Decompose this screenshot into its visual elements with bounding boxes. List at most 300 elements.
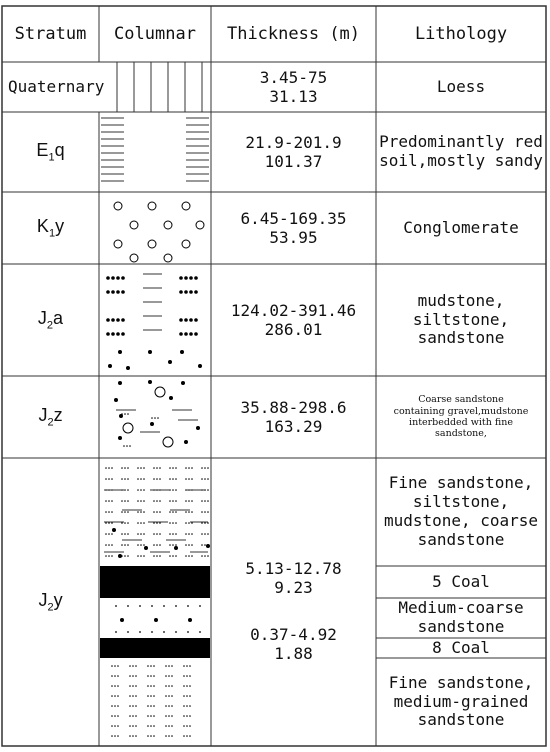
- fine-sand-dot: [186, 705, 188, 707]
- fine-sand-dot: [108, 533, 110, 535]
- fine-sand-dot: [132, 735, 134, 737]
- siltstone-dot: [189, 276, 193, 280]
- gravel-grain: [118, 436, 122, 440]
- fine-sand-dot: [111, 500, 113, 502]
- fine-sand-dot: [153, 511, 155, 513]
- fine-sand-dot: [172, 489, 174, 491]
- fine-sand-dot: [189, 675, 191, 677]
- siltstone-dot: [116, 318, 120, 322]
- fine-sand-dot: [165, 685, 167, 687]
- sandstone-grain: [148, 350, 152, 354]
- stratum-subscript: 2: [47, 601, 54, 614]
- siltstone-dot: [179, 318, 183, 322]
- lithology-j2a: mudstone, siltstone, sandstone: [412, 290, 510, 348]
- fine-sand-dot: [153, 715, 155, 717]
- fine-sand-dot: [111, 675, 113, 677]
- fine-sand-dot: [204, 544, 206, 546]
- fine-sand-dot: [114, 665, 116, 667]
- fine-sand-dot: [147, 695, 149, 697]
- fine-sand-dot: [189, 715, 191, 717]
- conglomerate-pebble: [130, 254, 138, 262]
- lithology-j2y-coal-5: 5 Coal: [432, 571, 490, 591]
- fine-sand-dot: [153, 665, 155, 667]
- fine-sand-dot: [135, 725, 137, 727]
- fine-sand-dot: [111, 695, 113, 697]
- siltstone-dot: [121, 276, 125, 280]
- stratum-subscript: 1: [48, 227, 56, 240]
- fine-sand-dot: [171, 705, 173, 707]
- fine-sand-dot: [172, 467, 174, 469]
- fine-sand-dot: [207, 511, 209, 513]
- coal-seam-8: [100, 638, 210, 658]
- fine-sand-dot: [168, 715, 170, 717]
- fine-sand-dot: [171, 715, 173, 717]
- fine-sand-dot: [185, 533, 187, 535]
- sandstone-grain: [118, 350, 122, 354]
- conglomerate-pebble: [114, 240, 122, 248]
- fine-sand-dot: [129, 705, 131, 707]
- fine-sand-dot: [137, 522, 139, 524]
- fine-sand-dot: [111, 715, 113, 717]
- fine-sand-dot: [150, 695, 152, 697]
- fine-sand-dot: [135, 665, 137, 667]
- fine-sand-dot: [171, 725, 173, 727]
- fine-sand-dot: [183, 695, 185, 697]
- fine-sand-dot: [124, 489, 126, 491]
- stratum-e1q: [2, 112, 99, 192]
- fine-sand-dot: [111, 725, 113, 727]
- fine-sand-dot: [111, 511, 113, 513]
- fine-sand-dot: [137, 500, 139, 502]
- fine-sand-dot: [150, 665, 152, 667]
- conglomerate-pebble: [164, 254, 172, 262]
- siltstone-dot: [194, 332, 198, 336]
- conglomerate-pebble: [130, 221, 138, 229]
- thickness-average: 286.01: [264, 320, 323, 339]
- fine-sand-dot: [183, 685, 185, 687]
- fine-sand-dot: [150, 675, 152, 677]
- fine-sand-dot: [185, 544, 187, 546]
- fine-sand-dot: [169, 478, 171, 480]
- fine-sand-dot: [191, 555, 193, 557]
- fine-sand-dot: [114, 685, 116, 687]
- fine-sand-dot: [204, 467, 206, 469]
- stratum-letter: J: [38, 589, 48, 610]
- thickness-average: 31.13: [269, 87, 318, 106]
- fine-sand-dot: [186, 725, 188, 727]
- fine-sand-dot: [150, 685, 152, 687]
- medium-sand-dot: [175, 605, 177, 607]
- fine-sand-dot: [175, 500, 177, 502]
- coarse-sand-grain: [206, 544, 210, 548]
- stratum-suffix: y: [55, 215, 65, 236]
- gravel-pebble: [163, 437, 173, 447]
- coarse-sand-grain: [118, 554, 122, 558]
- fine-sand-dot: [165, 705, 167, 707]
- sandstone-grain: [168, 360, 172, 364]
- siltstone-dot: [111, 332, 115, 336]
- fine-sand-dot: [165, 695, 167, 697]
- siltstone-dot: [111, 318, 115, 322]
- fine-sand-dot: [105, 533, 107, 535]
- fine-sand-dot: [175, 555, 177, 557]
- fine-sand-dot: [186, 665, 188, 667]
- fine-sand-dot: [156, 555, 158, 557]
- lithology-quaternary: Loess: [436, 76, 486, 96]
- medium-sand-dot: [187, 631, 189, 633]
- fine-sand-dot: [159, 555, 161, 557]
- fine-sand-dot: [117, 715, 119, 717]
- fine-sand-dot: [123, 445, 125, 447]
- fine-sand-dot: [129, 665, 131, 667]
- medium-sand-dot: [187, 605, 189, 607]
- fine-sand-dot: [135, 695, 137, 697]
- fine-sand-dot: [132, 715, 134, 717]
- fine-sand-dot: [124, 413, 126, 415]
- fine-sand-dot: [186, 735, 188, 737]
- fine-sand-dot: [168, 725, 170, 727]
- stratum-j2y: [2, 458, 99, 746]
- fine-sand-dot: [150, 735, 152, 737]
- fine-sand-dot: [147, 725, 149, 727]
- fine-sand-dot: [189, 685, 191, 687]
- fine-sand-dot: [175, 533, 177, 535]
- fine-sand-dot: [185, 500, 187, 502]
- fine-sand-dot: [129, 675, 131, 677]
- stratum-suffix: q: [54, 139, 65, 160]
- fine-sand-dot: [172, 500, 174, 502]
- fine-sand-dot: [147, 665, 149, 667]
- conglomerate-pebble: [196, 221, 204, 229]
- fine-sand-dot: [186, 715, 188, 717]
- fine-sand-dot: [127, 533, 129, 535]
- gravel-pebble: [155, 387, 165, 397]
- fine-sand-dot: [150, 725, 152, 727]
- fine-sand-dot: [147, 705, 149, 707]
- thickness-range: 0.37-4.92: [250, 624, 337, 644]
- fine-sand-dot: [165, 715, 167, 717]
- fine-sand-dot: [171, 675, 173, 677]
- fine-sand-dot: [183, 705, 185, 707]
- siltstone-dot: [121, 318, 125, 322]
- fine-sand-dot: [135, 675, 137, 677]
- conglomerate-pebble: [164, 221, 172, 229]
- siltstone-dot: [106, 332, 110, 336]
- fine-sand-dot: [140, 489, 142, 491]
- fine-sand-dot: [156, 478, 158, 480]
- fine-sand-dot: [153, 555, 155, 557]
- stratum-k1y: [2, 192, 99, 264]
- stratum-subscript: 2: [47, 416, 54, 429]
- fine-sand-dot: [111, 533, 113, 535]
- stratum-suffix: y: [53, 589, 63, 610]
- siltstone-dot: [111, 276, 115, 280]
- fine-sand-dot: [124, 511, 126, 513]
- fine-sand-dot: [124, 478, 126, 480]
- fine-sand-dot: [185, 478, 187, 480]
- fine-sand-dot: [171, 735, 173, 737]
- fine-sand-dot: [172, 478, 174, 480]
- fine-sand-dot: [165, 735, 167, 737]
- fine-sand-dot: [175, 522, 177, 524]
- thickness-quaternary: [211, 62, 376, 112]
- fine-sand-dot: [117, 735, 119, 737]
- fine-sand-dot: [204, 500, 206, 502]
- fine-sand-dot: [153, 478, 155, 480]
- fine-sand-dot: [111, 478, 113, 480]
- fine-sand-dot: [135, 705, 137, 707]
- fine-sand-dot: [188, 522, 190, 524]
- coarse-sand-grain: [174, 546, 178, 550]
- fine-sand-dot: [127, 478, 129, 480]
- fine-sand-dot: [191, 511, 193, 513]
- fine-sand-dot: [201, 478, 203, 480]
- fine-sand-dot: [207, 478, 209, 480]
- sandstone-grain: [198, 364, 202, 368]
- fine-sand-dot: [185, 555, 187, 557]
- siltstone-dot: [194, 276, 198, 280]
- siltstone-dot: [184, 318, 188, 322]
- fine-sand-dot: [186, 675, 188, 677]
- fine-sand-dot: [183, 735, 185, 737]
- fine-sand-dot: [165, 675, 167, 677]
- fine-sand-dot: [114, 715, 116, 717]
- conglomerate-pebble: [182, 202, 190, 210]
- fine-sand-dot: [172, 555, 174, 557]
- siltstone-dot: [194, 318, 198, 322]
- siltstone-dot: [194, 290, 198, 294]
- fine-sand-dot: [204, 533, 206, 535]
- fine-sand-dot: [159, 533, 161, 535]
- fine-sand-dot: [114, 725, 116, 727]
- fine-sand-dot: [105, 555, 107, 557]
- fine-sand-dot: [117, 665, 119, 667]
- fine-sand-dot: [156, 511, 158, 513]
- fine-sand-dot: [175, 511, 177, 513]
- medium-sand-dot: [151, 605, 153, 607]
- fine-sand-dot: [153, 705, 155, 707]
- fine-sand-dot: [140, 522, 142, 524]
- lithology-j2y-medium-coarse: Medium-coarse sandstone: [398, 598, 524, 636]
- fine-sand-dot: [105, 500, 107, 502]
- fine-sand-dot: [159, 511, 161, 513]
- fine-sand-dot: [207, 500, 209, 502]
- fine-sand-dot: [143, 544, 145, 546]
- fine-sand-dot: [111, 685, 113, 687]
- fine-sand-dot: [124, 522, 126, 524]
- siltstone-dot: [179, 290, 183, 294]
- gravel-grain: [114, 398, 118, 402]
- header-thickness: Thickness (m): [226, 23, 361, 44]
- thickness-average: 53.95: [269, 228, 318, 247]
- fine-sand-dot: [157, 417, 159, 419]
- medium-sand-dot: [163, 631, 165, 633]
- fine-sand-dot: [127, 555, 129, 557]
- fine-sand-dot: [132, 675, 134, 677]
- fine-sand-dot: [153, 725, 155, 727]
- medium-sand-dot: [175, 631, 177, 633]
- fine-sand-dot: [169, 533, 171, 535]
- fine-sand-dot: [127, 500, 129, 502]
- siltstone-dot: [116, 332, 120, 336]
- conglomerate-pebble: [148, 240, 156, 248]
- fine-sand-dot: [188, 500, 190, 502]
- fine-sand-dot: [135, 685, 137, 687]
- fine-sand-dot: [126, 445, 128, 447]
- stratum-letter: E: [36, 139, 49, 160]
- fine-sand-dot: [137, 555, 139, 557]
- thickness-range: 3.45-75: [259, 67, 328, 87]
- fine-sand-dot: [201, 555, 203, 557]
- fine-sand-dot: [105, 478, 107, 480]
- fine-sand-dot: [201, 544, 203, 546]
- fine-sand-dot: [185, 511, 187, 513]
- fine-sand-dot: [207, 489, 209, 491]
- lithology-k1y: Conglomerate: [403, 217, 519, 237]
- fine-sand-dot: [147, 715, 149, 717]
- fine-sand-dot: [135, 735, 137, 737]
- fine-sand-dot: [105, 511, 107, 513]
- fine-sand-dot: [189, 725, 191, 727]
- columnar-patterns: [100, 62, 210, 737]
- gravel-grain: [169, 396, 173, 400]
- sandstone-grain: [180, 350, 184, 354]
- fine-sand-dot: [186, 695, 188, 697]
- fine-sand-dot: [111, 705, 113, 707]
- fine-sand-dot: [114, 695, 116, 697]
- fine-sand-dot: [153, 544, 155, 546]
- fine-sand-dot: [191, 467, 193, 469]
- fine-sand-dot: [153, 685, 155, 687]
- thickness-average: 9.23: [274, 578, 313, 597]
- fine-sand-dot: [183, 725, 185, 727]
- fine-sand-dot: [117, 685, 119, 687]
- medium-sand-dot: [199, 631, 201, 633]
- gravel-grain: [118, 381, 122, 385]
- fine-sand-dot: [189, 705, 191, 707]
- fine-sand-dot: [191, 500, 193, 502]
- fine-sand-dot: [127, 489, 129, 491]
- gravel-grain: [181, 381, 185, 385]
- fine-sand-dot: [191, 544, 193, 546]
- fine-sand-dot: [114, 735, 116, 737]
- fine-sand-dot: [121, 533, 123, 535]
- medium-sand-grain: [120, 618, 124, 622]
- header-columnar: Columnar: [114, 23, 196, 44]
- fine-sand-dot: [169, 522, 171, 524]
- lithology-j2y-coal-8: 8 Coal: [432, 637, 490, 657]
- fine-sand-dot: [129, 685, 131, 687]
- fine-sand-dot: [204, 511, 206, 513]
- coal-seam-5: [100, 566, 210, 598]
- thickness-j2y-coal-8: [211, 622, 376, 666]
- thickness-e1q: [211, 112, 376, 192]
- fine-sand-dot: [105, 544, 107, 546]
- fine-sand-dot: [183, 715, 185, 717]
- stratum-j2z: [2, 376, 99, 458]
- lithology-j2z: Coarse sandstone containing gravel,mudstone interbedded with fine sandstone,: [393, 394, 529, 440]
- fine-sand-dot: [153, 675, 155, 677]
- fine-sand-dot: [183, 675, 185, 677]
- fine-sand-dot: [191, 478, 193, 480]
- medium-sand-dot: [127, 605, 129, 607]
- fine-sand-dot: [140, 511, 142, 513]
- fine-sand-dot: [127, 522, 129, 524]
- fine-sand-dot: [204, 555, 206, 557]
- stratum-letter: J: [37, 307, 47, 328]
- fine-sand-dot: [132, 725, 134, 727]
- thickness-j2y-coal-5: [211, 556, 376, 600]
- fine-sand-dot: [168, 685, 170, 687]
- fine-sand-dot: [117, 695, 119, 697]
- fine-sand-dot: [108, 478, 110, 480]
- fine-sand-dot: [132, 685, 134, 687]
- fine-sand-dot: [127, 544, 129, 546]
- sandstone-grain: [108, 364, 112, 368]
- header-lithology: Lithology: [414, 23, 508, 44]
- fine-sand-dot: [207, 533, 209, 535]
- medium-sand-dot: [115, 631, 117, 633]
- fine-sand-dot: [129, 735, 131, 737]
- siltstone-dot: [106, 290, 110, 294]
- sandstone-grain: [126, 366, 130, 370]
- stratum-j2a: [2, 264, 99, 376]
- fine-sand-dot: [111, 735, 113, 737]
- siltstone-dot: [189, 332, 193, 336]
- fine-sand-dot: [129, 715, 131, 717]
- fine-sand-dot: [117, 705, 119, 707]
- thickness-j2a: [211, 264, 376, 376]
- fine-sand-dot: [185, 522, 187, 524]
- fine-sand-dot: [140, 478, 142, 480]
- gravel-grain: [150, 422, 154, 426]
- lithology-j2y-fine-mixed: Fine sandstone, siltstone, mudstone, coarse sandstone: [383, 473, 539, 549]
- fine-sand-dot: [201, 467, 203, 469]
- fine-sand-dot: [129, 695, 131, 697]
- fine-sand-dot: [165, 665, 167, 667]
- fine-sand-dot: [108, 555, 110, 557]
- fine-sand-dot: [165, 725, 167, 727]
- fine-sand-dot: [132, 665, 134, 667]
- fine-sand-dot: [171, 665, 173, 667]
- fine-sand-dot: [114, 675, 116, 677]
- fine-sand-dot: [143, 500, 145, 502]
- fine-sand-dot: [171, 685, 173, 687]
- siltstone-dot: [184, 332, 188, 336]
- thickness-j2z: [211, 376, 376, 458]
- fine-sand-dot: [140, 555, 142, 557]
- conglomerate-pebble: [114, 202, 122, 210]
- fine-sand-dot: [137, 511, 139, 513]
- fine-sand-dot: [153, 533, 155, 535]
- gravel-pebble: [123, 423, 133, 433]
- fine-sand-dot: [171, 695, 173, 697]
- fine-sand-dot: [129, 445, 131, 447]
- stratum-subscript: 1: [48, 151, 55, 164]
- fine-sand-dot: [153, 695, 155, 697]
- thickness-average: 101.37: [264, 152, 323, 171]
- fine-sand-dot: [150, 715, 152, 717]
- stratum-subscript: 2: [46, 319, 54, 332]
- fine-sand-dot: [127, 467, 129, 469]
- thickness-average: 163.29: [264, 417, 323, 436]
- fine-sand-dot: [121, 511, 123, 513]
- fine-sand-dot: [137, 478, 139, 480]
- fine-sand-dot: [132, 695, 134, 697]
- fine-sand-dot: [140, 467, 142, 469]
- siltstone-dot: [106, 318, 110, 322]
- fine-sand-dot: [111, 555, 113, 557]
